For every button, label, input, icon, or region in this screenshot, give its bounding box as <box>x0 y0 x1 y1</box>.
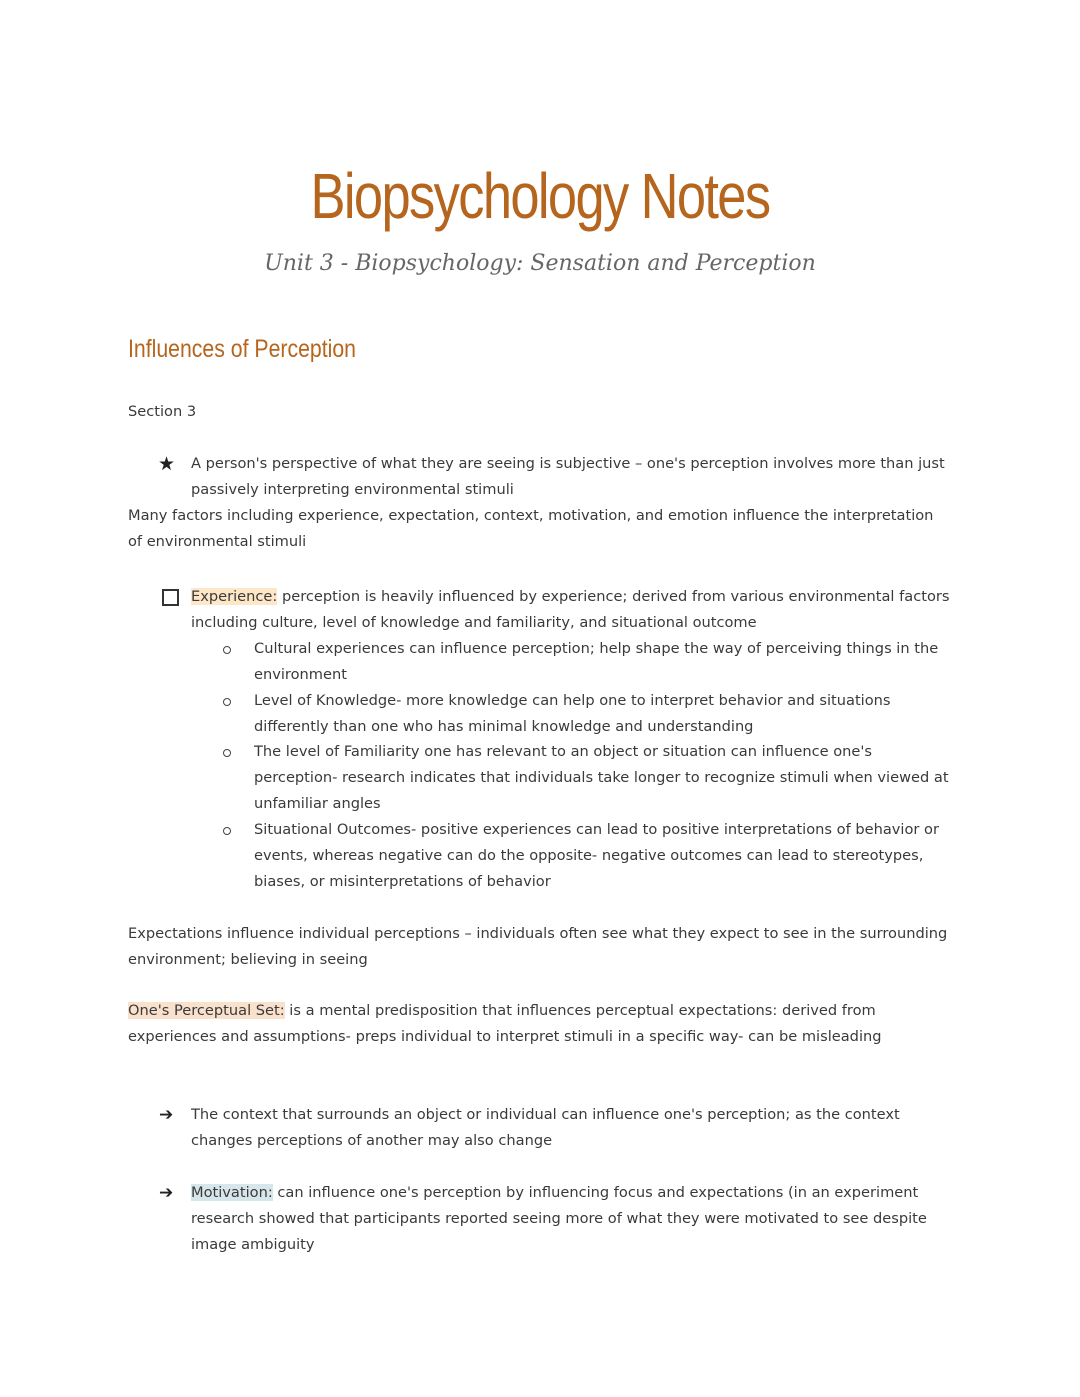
arrow-right-icon: ➔ <box>159 1105 174 1125</box>
motivation-term: Motivation: <box>191 1184 273 1201</box>
arrow-list-item <box>191 1102 951 1154</box>
experience-text: perception is heavily influenced by experience; derived from various environmental factors including culture, level of knowledge and familiarity, and situational outcome <box>191 588 950 631</box>
experience-item <box>191 584 951 636</box>
circle-bullet-icon <box>223 646 231 654</box>
paragraph-perceptual-set <box>128 998 948 1050</box>
star-icon: ★ <box>158 453 176 475</box>
sub-list-item: Cultural experiences can influence perception; help shape the way of perceiving things in the environment <box>254 640 939 683</box>
arrow-item-text: The context that surrounds an object or individual can influence one's perception; as the context changes perceptions of another may also change <box>191 1106 900 1149</box>
perceptual-set-term: One's Perceptual Set: <box>128 1002 285 1019</box>
arrow-right-icon: ➔ <box>159 1183 174 1203</box>
checkbox-icon[interactable] <box>162 589 179 606</box>
section-heading: Influences of Perception <box>128 335 356 363</box>
perceptual-set-text: is a mental predisposition that influences perceptual expectations: derived from experiences and assumptions- preps individual to interpret stimuli in a specific way- can be misleading <box>128 1002 882 1045</box>
star-list-item: A person's perspective of what they are seeing is subjective – one's perception involves more than just passively interpreting environmental stimuli <box>191 455 945 498</box>
paragraph-expectations: Expectations influence individual perceptions – individuals often see what they expect to see in the surrounding environment; believing in seeing <box>128 925 948 968</box>
arrow-item-text: can influence one's perception by influencing focus and expectations (in an experiment research showed that participants reported seeing more of what they were motivated to see despite image ambiguity <box>191 1184 927 1253</box>
experience-term: Experience: <box>191 588 278 605</box>
sub-list-item: Situational Outcomes- positive experiences can lead to positive interpretations of behavior or events, whereas negative can do the opposite- negative outcomes can lead to stereotypes, biases, or misinterpretations of behavior <box>254 821 939 890</box>
circle-bullet-icon <box>223 749 231 757</box>
arrow-list-item <box>191 1180 951 1258</box>
document-title: Biopsychology Notes <box>310 160 770 232</box>
circle-bullet-icon <box>223 827 231 835</box>
sub-list-item: Level of Knowledge- more knowledge can help one to interpret behavior and situations differently than one who has minimal knowledge and understanding <box>254 692 891 735</box>
section-label: Section 3 <box>128 403 197 420</box>
sub-list-item: The level of Familiarity one has relevant to an object or situation can influence one's perception- research indicates that individuals take longer to recognize stimuli when viewed at unfamiliar angles <box>254 743 949 812</box>
circle-bullet-icon <box>223 698 231 706</box>
document-subtitle: Unit 3 - Biopsychology: Sensation and Perception <box>264 251 816 276</box>
paragraph-factors: Many factors including experience, expectation, context, motivation, and emotion influence the interpretation of environmental stimuli <box>128 507 934 550</box>
